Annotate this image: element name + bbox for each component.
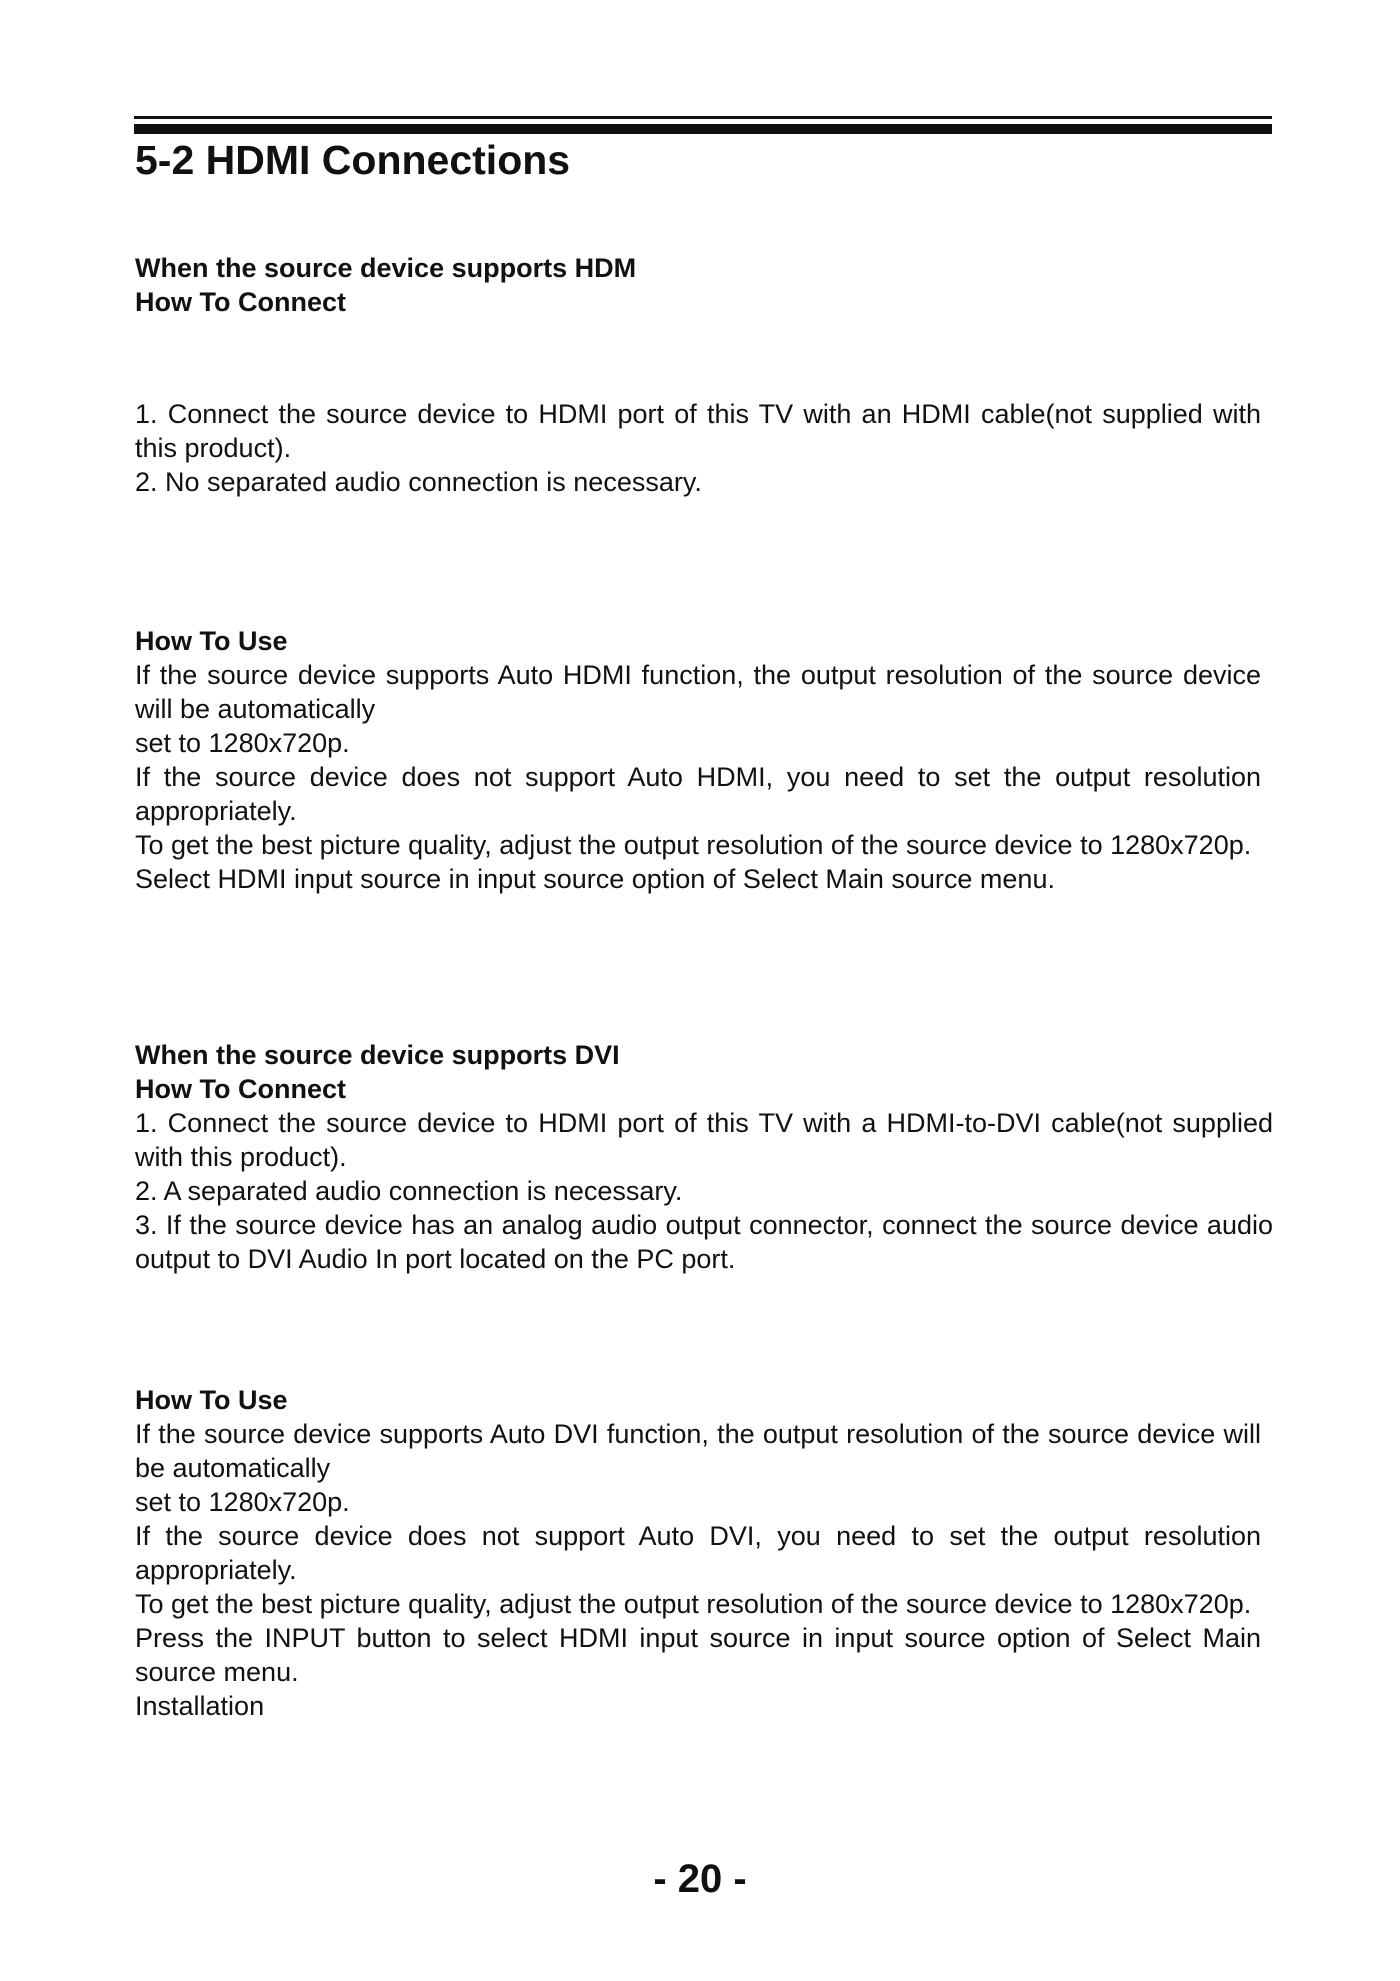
list-item: 1. Connect the source device to HDMI port of this TV with an HDMI cable(not supplied with this product). [135,399,1261,463]
hdmi-connect-heading: How To Connect [135,287,346,317]
hdmi-use-section [135,624,1261,896]
list-item: 1. Connect the source device to HDMI port of this TV with a HDMI-to-DVI cable(not supplied with this product). [135,1108,1273,1172]
paragraph: Select HDMI input source in input source option of Select Main source menu. [135,864,1055,894]
paragraph: set to 1280x720p. [135,1487,350,1517]
dvi-use-section [135,1383,1261,1723]
paragraph: Press the INPUT button to select HDMI input source in input source option of Select Main source menu. [135,1623,1261,1687]
paragraph: Installation [135,1691,265,1721]
dvi-connect-heading: How To Connect [135,1074,346,1104]
hdmi-section-header [135,251,636,319]
paragraph: set to 1280x720p. [135,728,350,758]
paragraph: If the source device does not support Auto HDMI, you need to set the output resolution appropriately. [135,762,1261,826]
dvi-use-heading: How To Use [135,1385,288,1415]
paragraph: If the source device does not support Auto DVI, you need to set the output resolution appropriately. [135,1521,1261,1585]
list-item: 2. A separated audio connection is necessary. [135,1176,683,1206]
page-number: - 20 - [653,1857,747,1901]
hdmi-use-heading: How To Use [135,626,288,656]
hdmi-heading: When the source device supports HDM [135,253,637,283]
list-item: 2. No separated audio connection is necessary. [135,467,702,497]
dvi-section [135,1038,1273,1276]
paragraph: If the source device supports Auto HDMI function, the output resolution of the source device will be automatically [135,660,1261,724]
list-item: 3. If the source device has an analog audio output connector, connect the source device audio output to DVI Audio In port located on the PC port. [135,1210,1273,1274]
paragraph: To get the best picture quality, adjust the output resolution of the source device to 1280x720p. [135,830,1252,860]
paragraph: If the source device supports Auto DVI function, the output resolution of the source device will be automatically [135,1419,1261,1483]
paragraph: To get the best picture quality, adjust the output resolution of the source device to 1280x720p. [135,1589,1252,1619]
header-rule-thick [134,124,1272,134]
dvi-heading: When the source device supports DVI [135,1040,620,1070]
header-rule-thin [134,116,1272,119]
page-title: 5-2 HDMI Connections [135,137,571,183]
hdmi-connect-list [135,397,1261,499]
